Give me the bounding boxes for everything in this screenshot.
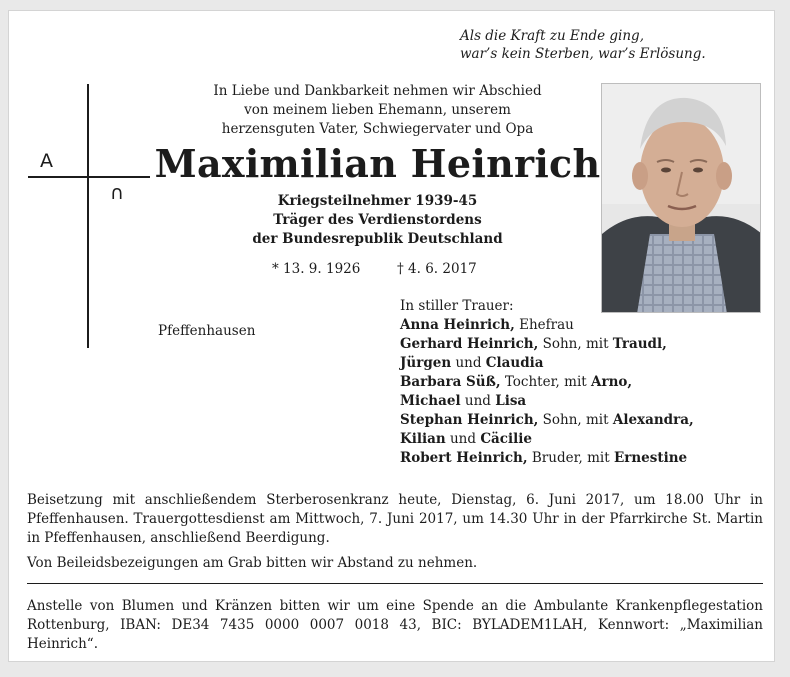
birth-date: * 13. 9. 1926	[272, 261, 361, 277]
intro-line: herzensguten Vater, Schwiegervater und Opa	[221, 121, 534, 137]
cross-vertical-beam	[87, 84, 89, 348]
intro-text	[165, 82, 590, 139]
mourner-line: Kilian und Cäcilie	[400, 431, 532, 447]
intro-line: In Liebe und Dankbarkeit nehmen wir Abschied	[213, 83, 542, 99]
motto-verse	[460, 27, 750, 63]
alpha-symbol-icon: A	[40, 150, 53, 172]
mourner-line: Gerhard Heinrich, Sohn, mit Traudl,	[400, 336, 667, 352]
motto-line: war’s kein Sterben, war’s Erlösung.	[460, 46, 706, 62]
mourner-line: Robert Heinrich, Bruder, mit Ernestine	[400, 450, 688, 466]
mourners-list	[400, 297, 760, 468]
intro-line: von meinem lieben Ehemann, unserem	[244, 102, 511, 118]
town-name: Pfeffenhausen	[158, 323, 256, 339]
mourner-line: Anna Heinrich, Ehefrau	[400, 317, 574, 333]
donation-paragraph: Anstelle von Blumen und Kränzen bitten wir um eine Spende an die Ambulante Krankenpflegestation Rottenburg, IBAN: DE34 7435 0000 0007 0018 43, BIC: BYLADEM1LAH, Kennwort: „Maximilian Heinrich“.	[27, 598, 763, 652]
funeral-paragraph: Beisetzung mit anschließendem Sterberosenkranz heute, Dienstag, 6. Juni 2017, um 18.00 Uhr in Pfeffenhausen. Trauergottesdienst am Mittwoch, 7. Juni 2017, um 14.30 Uhr in der Pfarrkirche St. Martin in Pfeffenhausen, anschließend Beerdigung.	[27, 492, 763, 546]
death-date: † 4. 6. 2017	[397, 261, 477, 277]
divider	[27, 583, 763, 584]
honor-line: Kriegsteilnehmer 1939-45	[277, 193, 478, 209]
condolence-paragraph: Von Beileidsbezeigungen am Grab bitten wir Abstand zu nehmen.	[27, 555, 478, 571]
mourner-line: Michael und Lisa	[400, 393, 527, 409]
mourner-line: Barbara Süß, Tochter, mit Arno,	[400, 374, 633, 390]
mourning-intro: In stiller Trauer:	[400, 298, 514, 314]
deceased-name: Maximilian Heinrich	[154, 141, 601, 186]
honors	[165, 192, 590, 249]
portrait-photo	[601, 83, 761, 313]
omega-symbol-icon: ∩	[110, 182, 124, 204]
mourner-line: Stephan Heinrich, Sohn, mit Alexandra,	[400, 412, 694, 428]
funeral-info	[27, 491, 763, 573]
honor-line: Träger des Verdienstordens	[273, 212, 482, 228]
motto-line: Als die Kraft zu Ende ging,	[460, 28, 644, 44]
cross-horizontal-beam	[28, 176, 150, 178]
portrait-photo-image	[602, 84, 761, 313]
honor-line: der Bundesrepublik Deutschland	[252, 231, 503, 247]
mourner-line: Jürgen und Claudia	[400, 355, 544, 371]
